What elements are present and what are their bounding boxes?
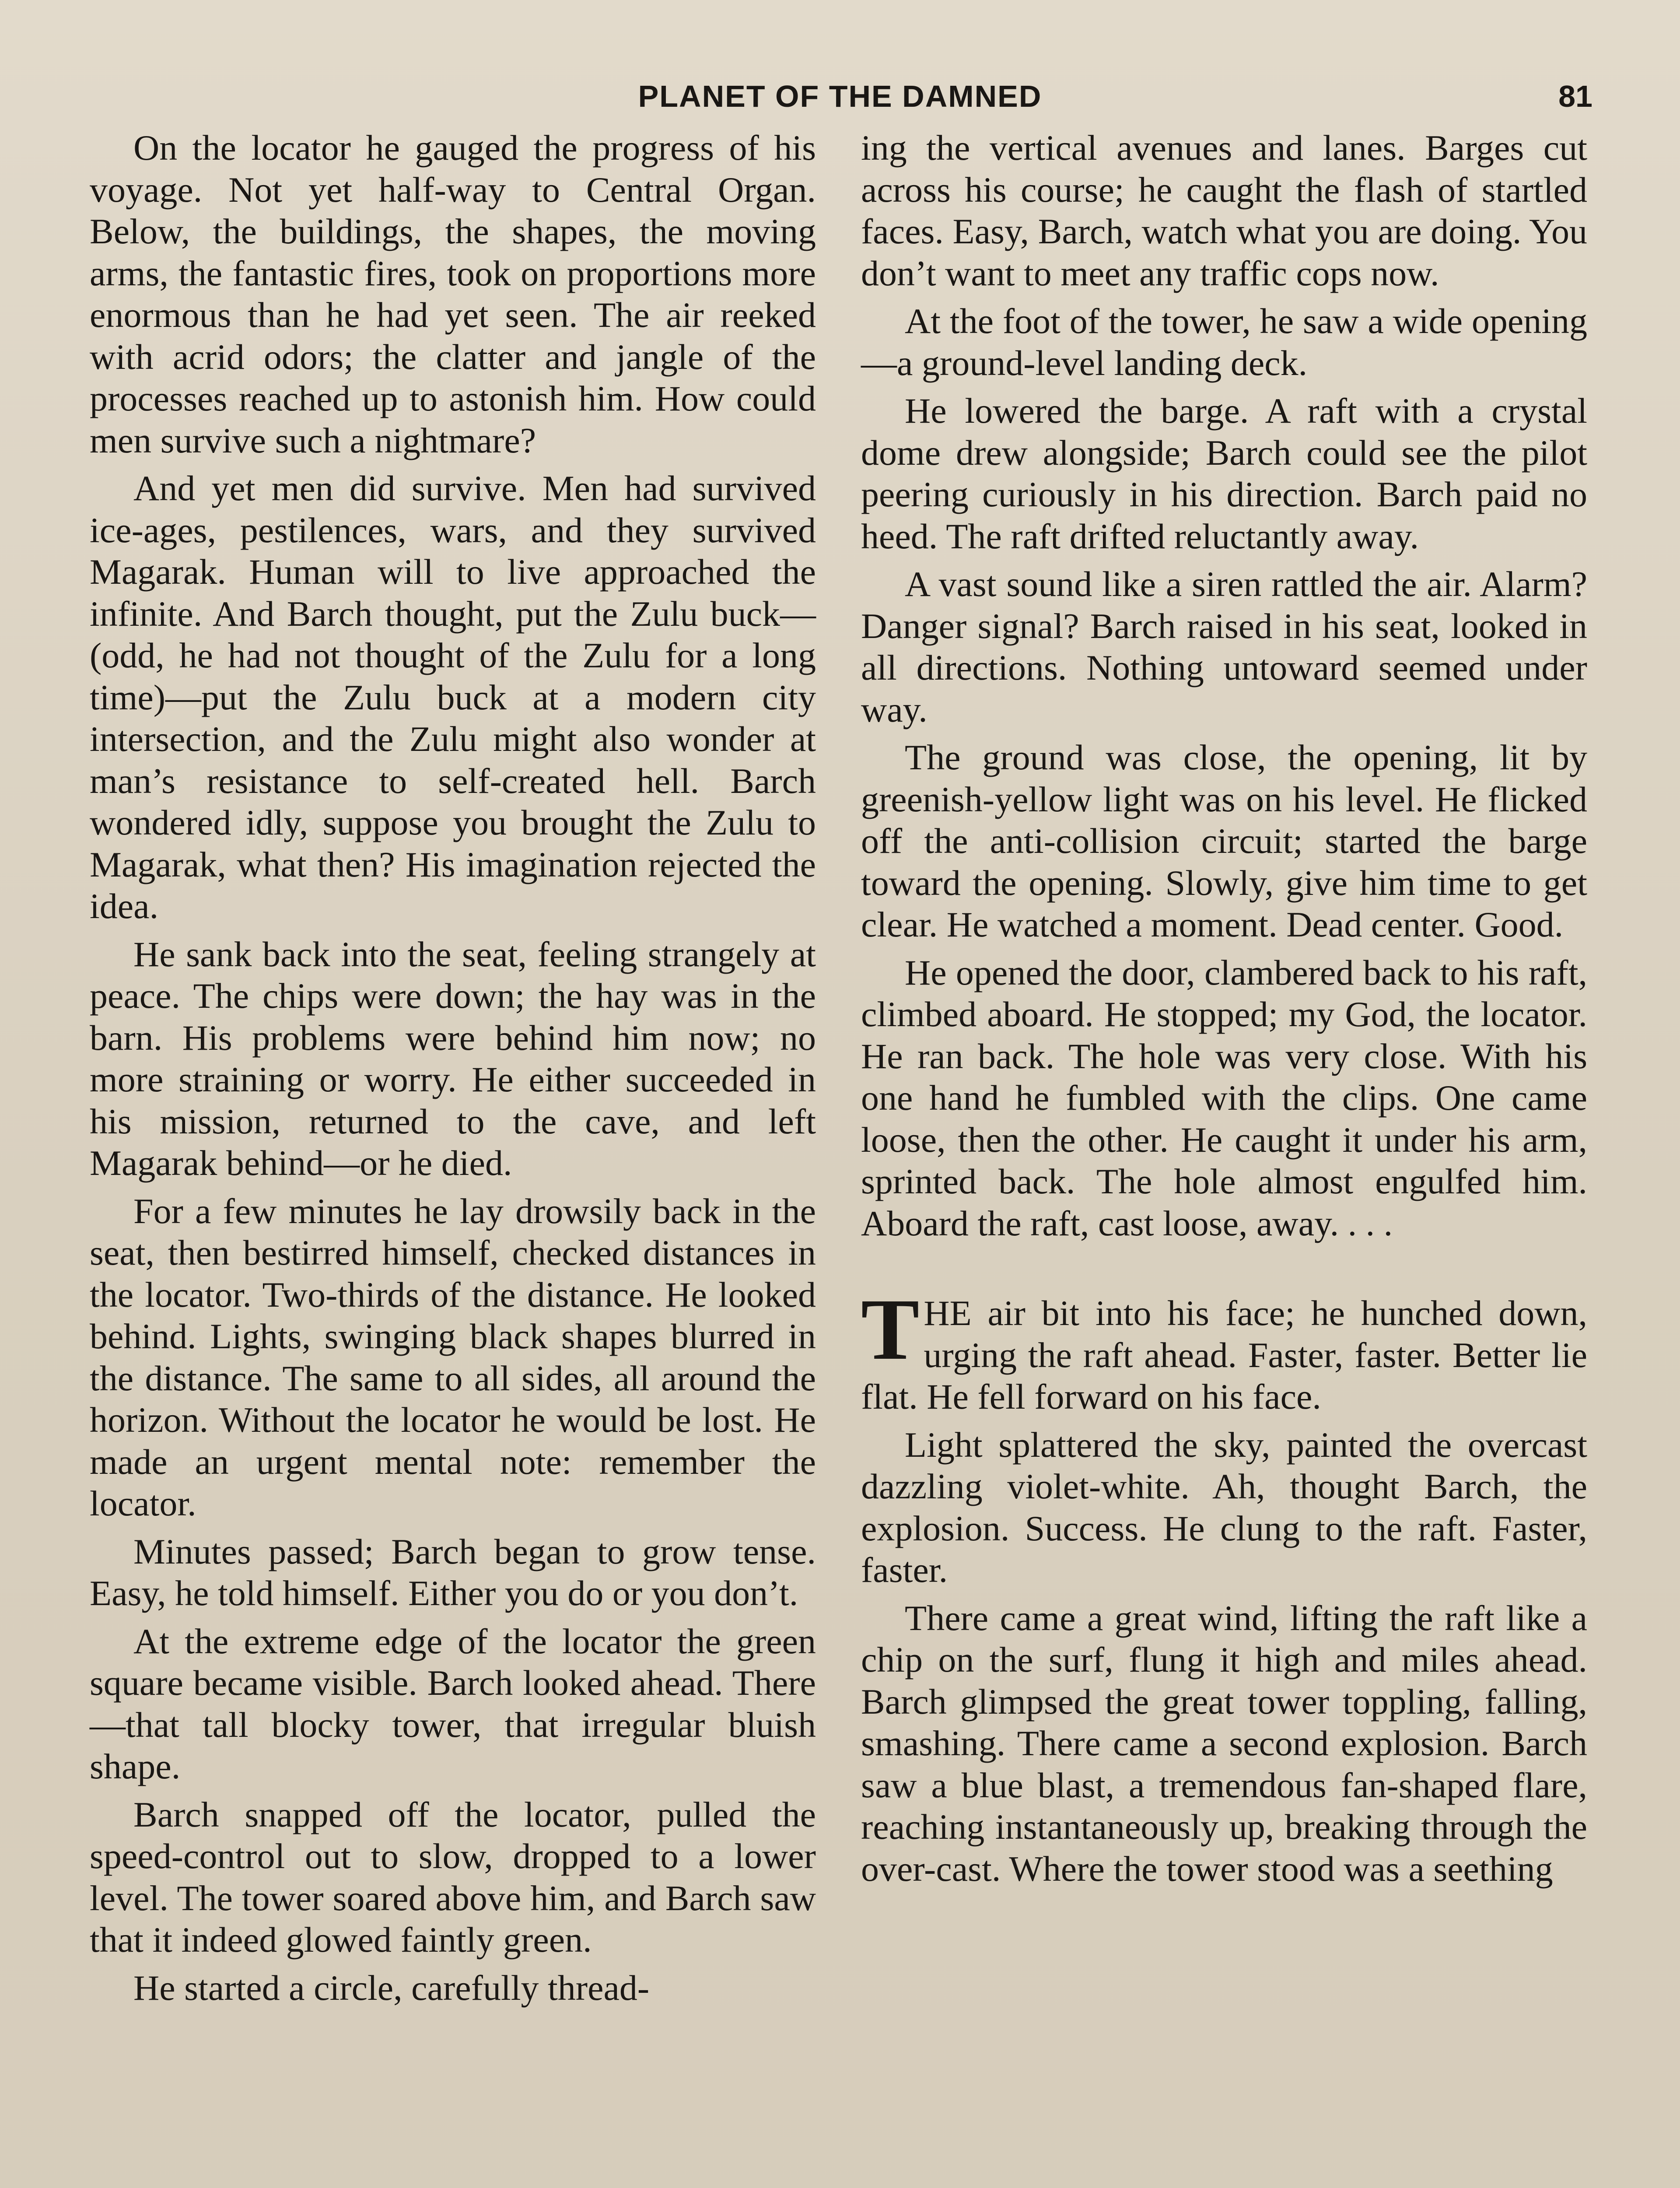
- left-column: [90, 127, 816, 2015]
- paragraph: A vast sound like a siren rattled the air. Alarm? Danger signal? Barch raised in his seat, looked in all directions. Nothing untoward seemed under way.: [861, 564, 1587, 729]
- right-column: [861, 127, 1587, 1896]
- paragraph: The ground was close, the opening, lit by greenish-yellow light was on his level. He flicked off the anti-collision circuit; started the barge toward the opening. Slowly, give him time to get clear. He watched a moment. Dead center. Good.: [861, 737, 1587, 944]
- section-break-text: HE air bit into his face; he hunched down, urging the raft ahead. Faster, faster. Better lie flat. He fell forward on his face.: [861, 1293, 1587, 1417]
- section-break-paragraph: [861, 1281, 1587, 1418]
- paragraph: He opened the door, clambered back to his raft, climbed aboard. He stopped; my God, the locator. He ran back. The hole was very close. With his one hand he fumbled with the clips. One came loose, then the other. He caught it under his arm, sprinted back. The hole almost engulfed him. Aboard the raft, cast loose, away. . . .: [861, 952, 1587, 1243]
- paragraph-continued: ing the vertical avenues and lanes. Barges cut across his course; he caught the flash of startled faces. Easy, Barch, watch what you are doing. You don’t want to meet any traffic cops now.: [861, 128, 1587, 293]
- paragraph: There came a great wind, lifting the raft like a chip on the surf, flung it high and miles ahead. Barch glimpsed the great tower toppling, falling, smashing. There came a second explosion. Barch saw a blue blast, a tremendous fan-shaped flare, reaching instantaneously up, breaking through the over-cast. Where the tower stood was a seething: [861, 1598, 1587, 1889]
- paragraph: Minutes passed; Barch began to grow tense. Easy, he told himself. Either you do or you don’t.: [90, 1531, 816, 1613]
- paragraph: Light splattered the sky, painted the overcast dazzling violet-white. Ah, thought Barch, the explosion. Success. He clung to the raft. Faster, faster.: [861, 1424, 1587, 1590]
- paragraph: He lowered the barge. A raft with a crystal dome drew alongside; Barch could see the pilot peering curiously in his direction. Barch paid no heed. The raft drifted reluctantly away.: [861, 391, 1587, 556]
- paragraph: At the extreme edge of the locator the green square became visible. Barch looked ahead. There—that tall blocky tower, that irregular bluish shape.: [90, 1621, 816, 1786]
- paragraph: And yet men did survive. Men had survived ice-ages, pestilences, wars, and they survived Magarak. Human will to live approached the infinite. And Barch thought, put the Zulu buck—(odd, he had not thought of the Zulu for a long time)—put the Zulu buck at a modern city intersection, and the Zulu might also wonder at man’s resistance to self-created hell. Barch wondered idly, suppose you brought the Zulu to Magarak, what then? His imagination rejected the idea.: [90, 468, 816, 926]
- paragraph: Barch snapped off the locator, pulled the speed-control out to slow, dropped to a lower level. The tower soared above him, and Barch saw that it indeed glowed faintly green.: [90, 1794, 816, 1960]
- paragraph: He started a circle, carefully thread-: [133, 1967, 650, 2008]
- drop-cap: T: [861, 1281, 920, 1378]
- paragraph: On the locator he gauged the progress of his voyage. Not yet half-way to Central Organ. Below, the buildings, the shapes, the moving arms, the fantastic fires, took on proportions more enormous than he had yet seen. The air reeked with acrid odors; the clatter and jangle of the processes reached up to astonish him. How could men survive such a nightmare?: [90, 128, 816, 460]
- page-number: 81: [1558, 79, 1592, 113]
- paragraph: He sank back into the seat, feeling strangely at peace. The chips were down; the hay was in the barn. His problems were behind him now; no more straining or worry. He either succeeded in his mission, returned to the cave, and left Magarak behind—or he died.: [90, 934, 816, 1183]
- paragraph: For a few minutes he lay drowsily back in the seat, then bestirred himself, checked distances in the locator. Two-thirds of the distance. He looked behind. Lights, swinging black shapes blurred in the distance. The same to all sides, all around the horizon. Without the locator he would be lost. He made an urgent mental note: remember the locator.: [90, 1191, 816, 1523]
- running-title: PLANET OF THE DAMNED: [638, 79, 1042, 113]
- paragraph: At the foot of the tower, he saw a wide opening—a ground-level landing deck.: [861, 301, 1587, 383]
- page-header: [88, 79, 1592, 127]
